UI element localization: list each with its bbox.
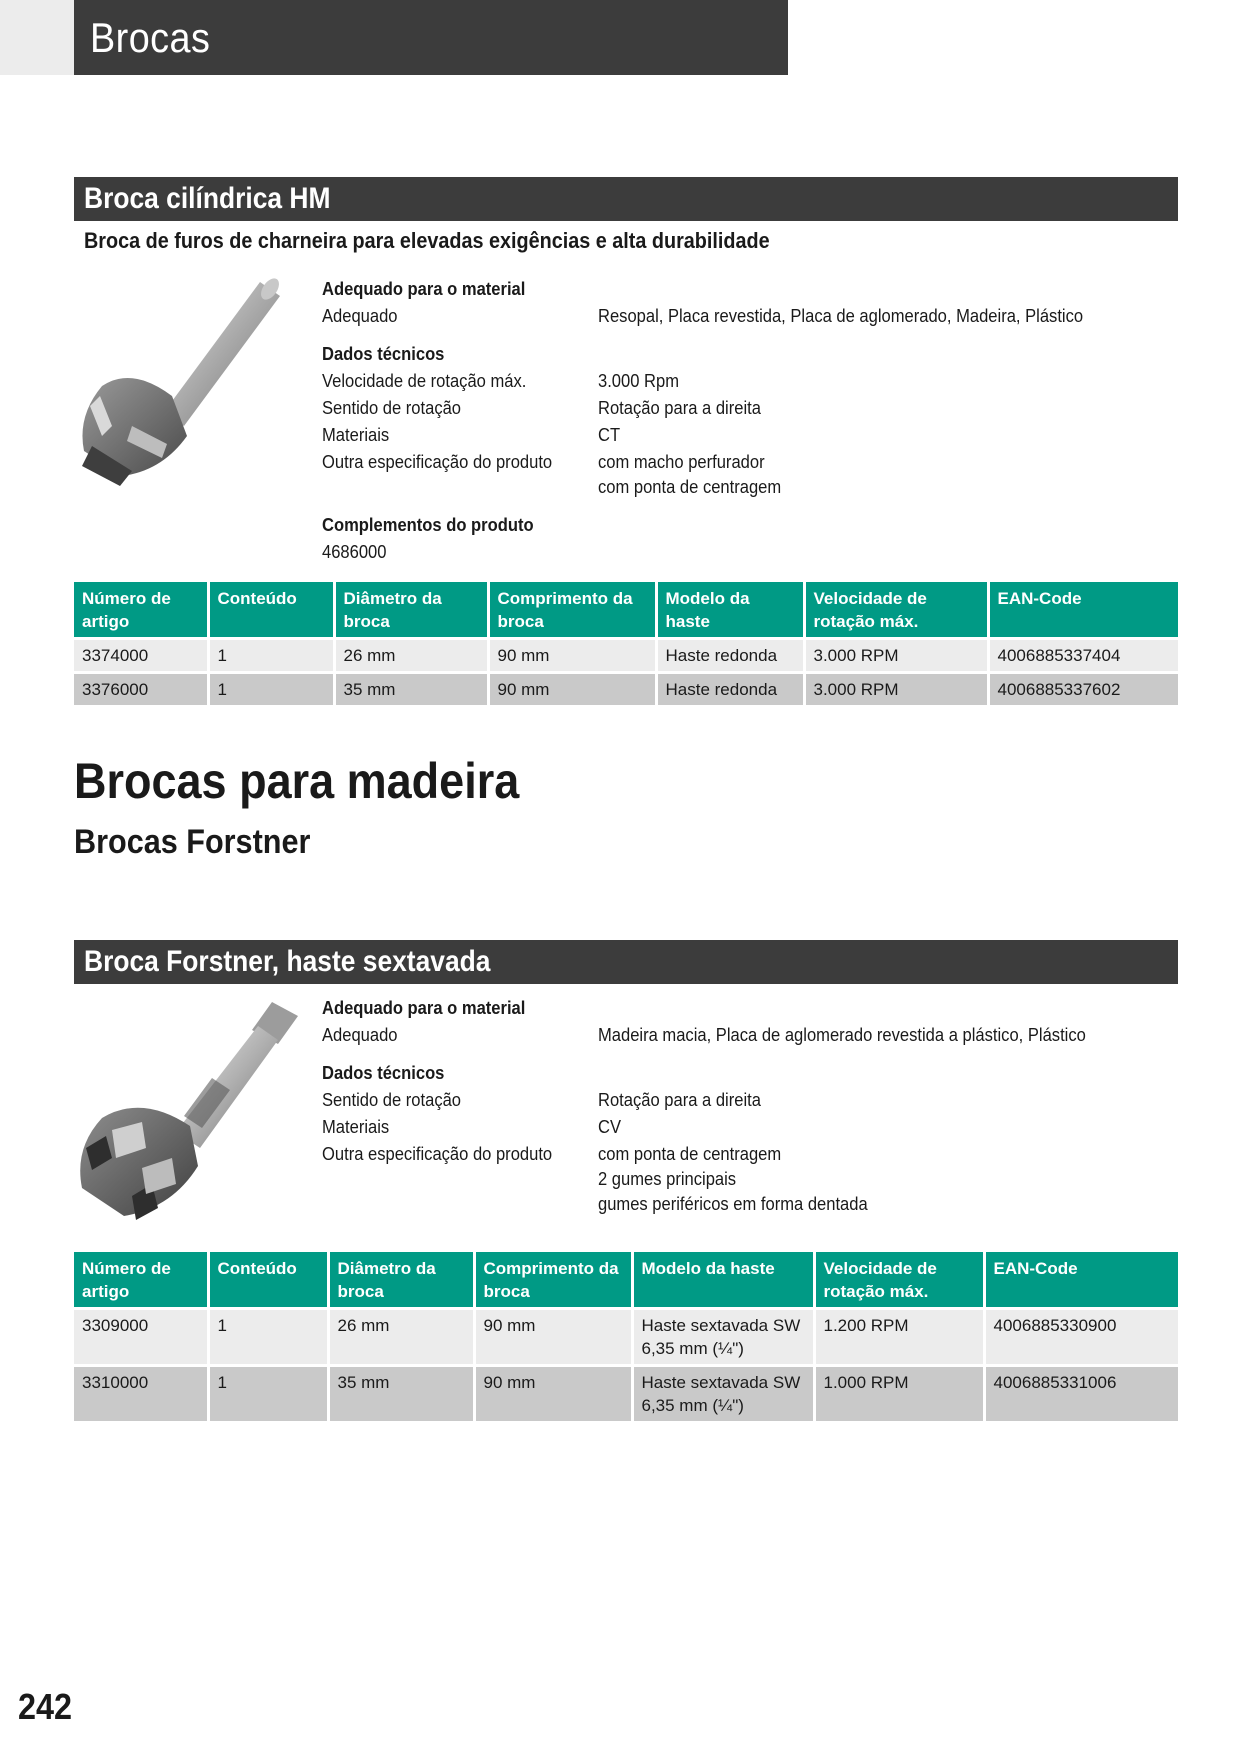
product2-spec-label: Materiais [322, 1117, 390, 1137]
hinge-drill-bit-image [72, 276, 302, 506]
product2-spec-label: Outra especificação do produto [322, 1144, 553, 1164]
table-cell: 35 mm [328, 1366, 474, 1422]
product1-title-bar [74, 177, 1178, 221]
table-row [74, 1366, 1178, 1422]
table-cell: 1 [208, 639, 334, 673]
product1-spec-label: Outra especificação do produto [322, 452, 553, 472]
column-header: Comprimento da broca [474, 1252, 632, 1309]
product1-table [74, 582, 1178, 705]
product1-complements-heading: Complementos do produto [322, 515, 534, 535]
product2-spec-value-extra: 2 gumes principais [598, 1169, 737, 1189]
product2-title: Broca Forstner, haste sextavada [84, 945, 491, 978]
table-cell: 3.000 RPM [804, 639, 988, 673]
table-cell: 4006885331006 [984, 1366, 1178, 1422]
table-cell: 3374000 [74, 639, 208, 673]
table-cell: 1.000 RPM [814, 1366, 984, 1422]
product2-spec-value-extra: gumes periféricos em forma dentada [598, 1194, 868, 1214]
product2-spec-value: CV [598, 1117, 622, 1137]
product2-title-bar [74, 940, 1178, 984]
column-header: Velocidade de rotação máx. [804, 582, 988, 639]
product1-spec-label: Materiais [322, 425, 390, 445]
chapter-header [74, 0, 788, 75]
section-subtitle: Brocas Forstner [74, 823, 311, 861]
product1-complements-value: 4686000 [322, 542, 387, 562]
table-cell: 3.000 RPM [804, 673, 988, 706]
table-cell: 4006885337602 [988, 673, 1178, 706]
chapter-title: Brocas [90, 14, 211, 61]
column-header: EAN-Code [988, 582, 1178, 639]
column-header: Diâmetro da broca [328, 1252, 474, 1309]
table-header-row [74, 582, 1178, 639]
product2-suitable-value: Madeira macia, Placa de aglomerado revestida a plástico, Plástico [598, 1025, 1086, 1045]
table-row [74, 1309, 1178, 1366]
column-header: Conteúdo [208, 582, 334, 639]
table-cell: 1 [208, 1366, 328, 1422]
section-title: Brocas para madeira [74, 753, 520, 809]
product1-suitable-label: Adequado [322, 306, 398, 326]
column-header: Diâmetro da broca [334, 582, 488, 639]
table-row [74, 673, 1178, 706]
table-cell: Haste redonda [656, 673, 804, 706]
product2-table [74, 1252, 1178, 1421]
column-header: Modelo da haste [656, 582, 804, 639]
table-cell: 4006885337404 [988, 639, 1178, 673]
product1-suitable-value: Resopal, Placa revestida, Placa de aglomerado, Madeira, Plástico [598, 306, 1084, 326]
table-cell: 1.200 RPM [814, 1309, 984, 1366]
table-cell: 90 mm [474, 1309, 632, 1366]
table-cell: Haste sextavada SW 6,35 mm (¼") [632, 1309, 814, 1366]
product1-spec-label: Sentido de rotação [322, 398, 462, 418]
table-cell: 35 mm [334, 673, 488, 706]
column-header: Número de artigo [74, 1252, 208, 1309]
corner-tab [0, 0, 74, 75]
product2-tech-heading: Dados técnicos [322, 1063, 445, 1083]
table-cell: 90 mm [474, 1366, 632, 1422]
product1-spec-value: Rotação para a direita [598, 398, 761, 418]
product2-suitable-label: Adequado [322, 1025, 398, 1045]
table-cell: 3376000 [74, 673, 208, 706]
product1-title: Broca cilíndrica HM [84, 182, 331, 215]
table-cell: 90 mm [488, 673, 656, 706]
product1-spec-value: CT [598, 425, 621, 445]
product2-spec-label: Sentido de rotação [322, 1090, 462, 1110]
product1-spec-label: Velocidade de rotação máx. [322, 371, 527, 391]
table-cell: 1 [208, 673, 334, 706]
product2-spec-value: Rotação para a direita [598, 1090, 761, 1110]
table-cell: 4006885330900 [984, 1309, 1178, 1366]
table-cell: 3310000 [74, 1366, 208, 1422]
product1-subtitle: Broca de furos de charneira para elevadas exigências e alta durabilidade [84, 228, 770, 253]
column-header: Comprimento da broca [488, 582, 656, 639]
product2-suitable-heading: Adequado para o material [322, 998, 526, 1018]
table-cell: 3309000 [74, 1309, 208, 1366]
table-row [74, 639, 1178, 673]
product1-spec-value-extra: com ponta de centragem [598, 477, 782, 497]
table-header-row [74, 1252, 1178, 1309]
column-header: Número de artigo [74, 582, 208, 639]
table-cell: Haste sextavada SW 6,35 mm (¼") [632, 1366, 814, 1422]
table-cell: 26 mm [328, 1309, 474, 1366]
table-cell: 1 [208, 1309, 328, 1366]
table-cell: 26 mm [334, 639, 488, 673]
table-cell: Haste redonda [656, 639, 804, 673]
page-number: 242 [18, 1686, 73, 1727]
product1-tech-heading: Dados técnicos [322, 344, 445, 364]
product1-suitable-heading: Adequado para o material [322, 279, 526, 299]
column-header: Modelo da haste [632, 1252, 814, 1309]
product2-spec-value: com ponta de centragem [598, 1144, 782, 1164]
column-header: Conteúdo [208, 1252, 328, 1309]
product1-spec-value: com macho perfurador [598, 452, 765, 472]
table-cell: 90 mm [488, 639, 656, 673]
product1-spec-value: 3.000 Rpm [598, 371, 680, 391]
column-header: Velocidade de rotação máx. [814, 1252, 984, 1309]
forstner-drill-bit-image [72, 998, 312, 1232]
column-header: EAN-Code [984, 1252, 1178, 1309]
